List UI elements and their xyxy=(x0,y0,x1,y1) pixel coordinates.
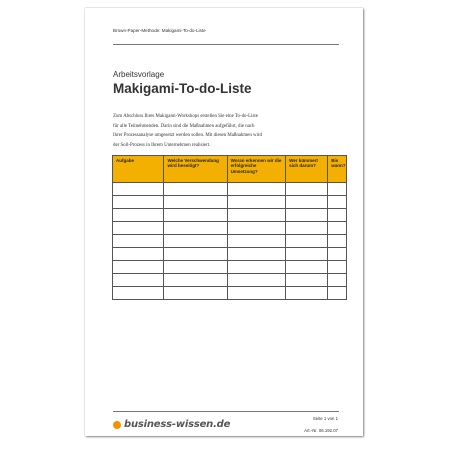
page-number: Seite 1 von 1 xyxy=(312,416,338,421)
table-cell xyxy=(164,274,227,287)
table-row xyxy=(113,183,347,196)
table-header-row xyxy=(113,156,347,183)
table-cell xyxy=(113,274,164,287)
footer-divider xyxy=(113,411,339,412)
column-header-erfolg: Woran erkennen wir die erfolgreiche Umsetzung? xyxy=(227,156,286,183)
table-cell xyxy=(113,235,164,248)
table-cell xyxy=(164,222,227,235)
table-body xyxy=(113,183,347,300)
intro-line: Ihrer Prozessanalyse umgesetzt werden sollen. Mit diesen Maßnahmen wird xyxy=(113,133,262,138)
table-cell xyxy=(328,183,347,196)
table-cell xyxy=(113,183,164,196)
table-cell xyxy=(286,235,328,248)
table-row xyxy=(113,287,347,300)
document-header: Brown-Paper-Methode: Makigami-To-do-Liste xyxy=(113,28,206,33)
table-cell xyxy=(328,209,347,222)
table-cell xyxy=(286,209,328,222)
table-cell xyxy=(227,248,286,261)
article-number: Art.-Nr. 06.192.07 xyxy=(304,428,338,433)
table-cell xyxy=(164,196,227,209)
table-cell xyxy=(286,287,328,300)
table-cell xyxy=(113,222,164,235)
table-cell xyxy=(227,183,286,196)
table-cell xyxy=(227,209,286,222)
column-header-verschwendung: Welche Verschwendung wird beseitigt? xyxy=(164,156,227,183)
table-cell xyxy=(164,209,227,222)
column-header-aufgabe: Aufgabe xyxy=(113,156,164,183)
table-cell xyxy=(227,196,286,209)
table-cell xyxy=(113,209,164,222)
table-cell xyxy=(328,248,347,261)
table-cell xyxy=(328,222,347,235)
intro-line: Zum Abschluss Ihres Makigami-Workshops erstellen Sie eine To-do-Liste xyxy=(113,114,258,119)
table-cell xyxy=(328,196,347,209)
table-cell xyxy=(164,287,227,300)
table-cell xyxy=(113,248,164,261)
table-cell xyxy=(328,235,347,248)
table-row xyxy=(113,261,347,274)
table-cell xyxy=(328,261,347,274)
table-cell xyxy=(286,248,328,261)
logo-text: business-wissen.de xyxy=(124,419,231,430)
intro-paragraph xyxy=(113,112,323,150)
intro-line: für alle Teilnehmenden. Darin sind die Maßnahmen aufgeführt, die nach xyxy=(113,123,255,129)
logo-dot-icon xyxy=(113,421,121,429)
table-row xyxy=(113,235,347,248)
column-header-termin: Bis wann? xyxy=(328,156,347,183)
table-cell xyxy=(227,222,286,235)
table-cell xyxy=(164,183,227,196)
table-cell xyxy=(164,248,227,261)
table-cell xyxy=(227,235,286,248)
document-page xyxy=(85,8,363,436)
table-cell xyxy=(328,274,347,287)
table-cell xyxy=(227,274,286,287)
document-title: Makigami-To-do-Liste xyxy=(113,81,252,96)
table-cell xyxy=(164,235,227,248)
table-row xyxy=(113,222,347,235)
table-cell xyxy=(227,287,286,300)
table-cell xyxy=(286,222,328,235)
intro-line: der Soll-Prozess in Ihrem Unternehmen realisiert. xyxy=(113,142,211,148)
column-header-verantwortlich: Wer kümmert sich darum? xyxy=(286,156,328,183)
table-cell xyxy=(286,183,328,196)
table-cell xyxy=(113,196,164,209)
header-divider xyxy=(113,44,339,45)
table-row xyxy=(113,248,347,261)
business-wissen-logo xyxy=(113,419,230,430)
table-cell xyxy=(328,287,347,300)
table-cell xyxy=(227,261,286,274)
table-cell xyxy=(113,287,164,300)
table-cell xyxy=(286,274,328,287)
todo-table xyxy=(112,155,347,300)
table-row xyxy=(113,196,347,209)
table-row xyxy=(113,274,347,287)
document-subtitle: Arbeitsvorlage xyxy=(113,70,165,79)
table-cell xyxy=(286,196,328,209)
table-row xyxy=(113,209,347,222)
table-cell xyxy=(164,261,227,274)
table-cell xyxy=(286,261,328,274)
table-cell xyxy=(113,261,164,274)
